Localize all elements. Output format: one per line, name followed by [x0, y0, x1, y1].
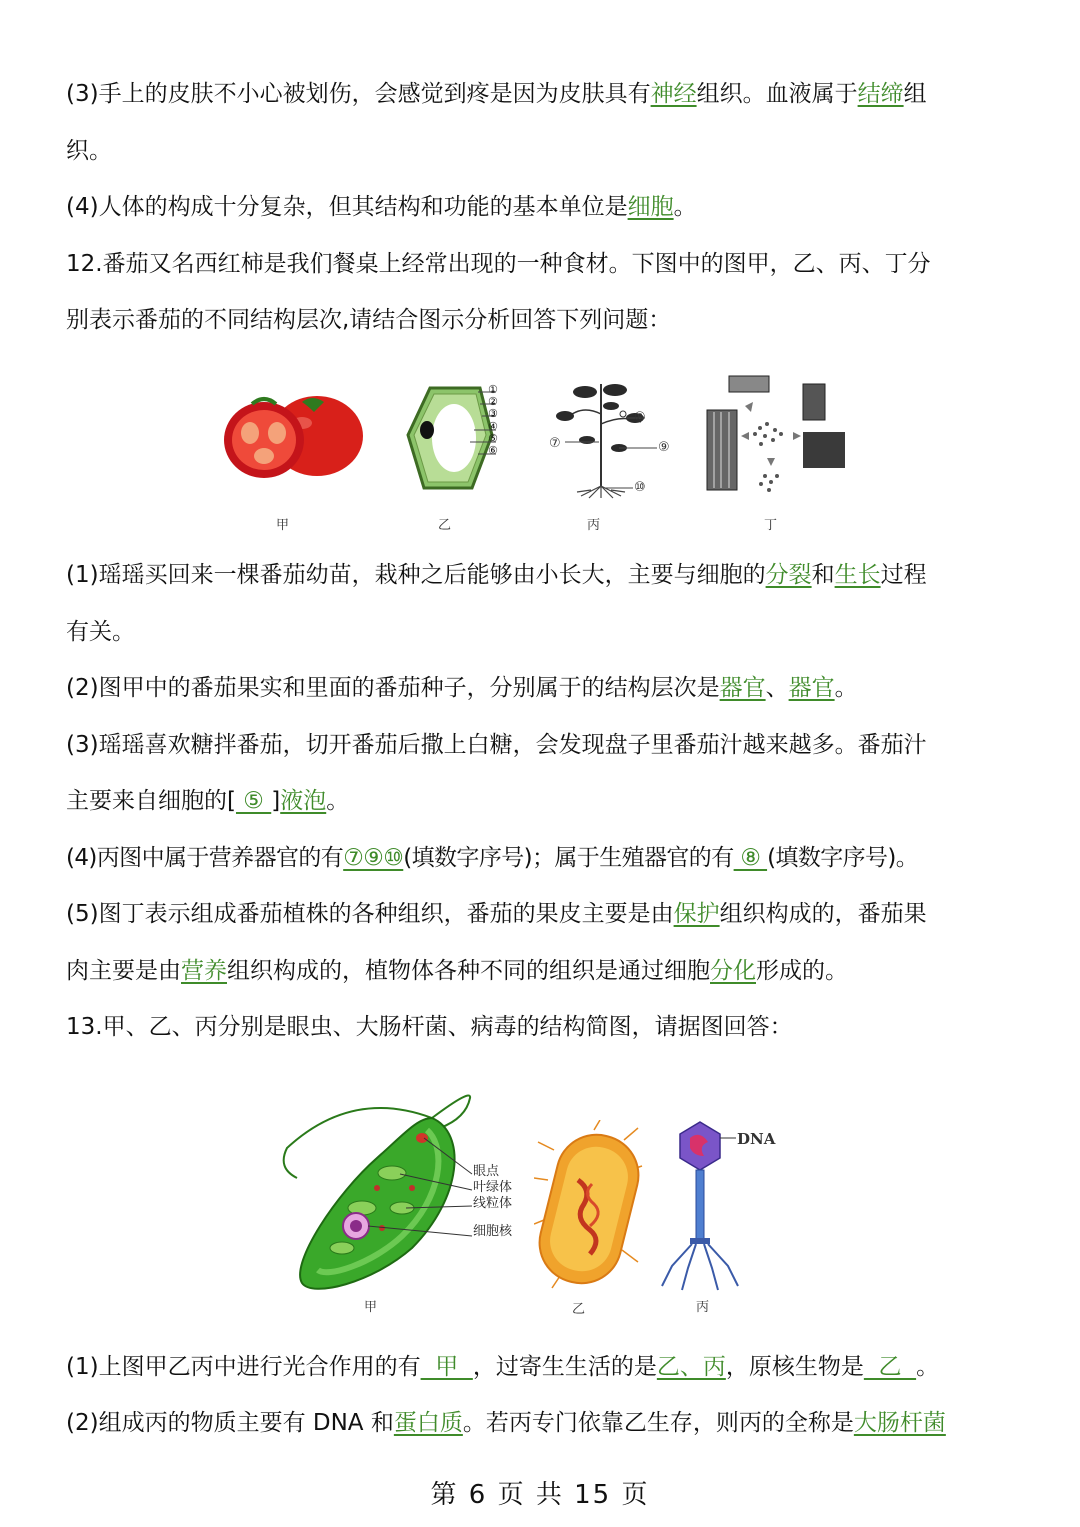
tissues-figure: [705, 372, 850, 497]
dna-label: DNA: [737, 1130, 776, 1148]
label-mitochondria: 线粒体: [473, 1196, 513, 1211]
answer-organ-2: 器官: [788, 675, 835, 701]
answer-organ-1: 器官: [719, 675, 766, 701]
q12-stem-line2: 别表示番茄的不同结构层次,请结合图示分析回答下列问题：: [66, 307, 672, 333]
fig-label-bing: 丙: [587, 518, 601, 533]
fig13-label-bing: 丙: [696, 1300, 710, 1315]
q13-stem: 13.甲、乙、丙分别是眼虫、大肠杆菌、病毒的结构简图，请据图回答：: [66, 1014, 793, 1040]
plant-number-8: ⑧: [634, 410, 646, 425]
q12-stem-line1: 12.番茄又名西红柿是我们餐桌上经常出现的一种食材。下图中的图甲，乙、丙、丁分: [66, 251, 931, 277]
ecoli-figure: [534, 1120, 644, 1295]
plant-number-7: ⑦: [549, 436, 561, 451]
q12-part3-line1: (3)瑶瑶喜欢糖拌番茄，切开番茄后撒上白糖，会发现盘子里番茄汁越来越多。番茄汁: [66, 732, 927, 758]
q13-part1: (1)上图甲乙丙中进行光合作用的有 甲 ，过寄生生活的是乙、丙，原核生物是 乙 。: [66, 1354, 940, 1380]
answer-connective: 结缔: [857, 81, 904, 107]
fig-label-jia: 甲: [276, 518, 290, 533]
label-chloroplast: 叶绿体: [473, 1180, 513, 1195]
answer-vegetative-organs: ⑦⑨⑩: [343, 845, 404, 871]
fig13-label-yi: 乙: [572, 1302, 586, 1317]
answer-protein: 蛋白质: [393, 1410, 463, 1436]
q12-part2: (2)图甲中的番茄果实和里面的番茄种子，分别属于的结构层次是器官、器官。: [66, 675, 858, 701]
answer-parasitic: 乙、丙: [656, 1354, 726, 1380]
answer-nerve: 神经: [650, 81, 697, 107]
q12-part5-line2: 肉主要是由营养组织构成的，植物体各种不同的组织是通过细胞分化形成的。: [66, 958, 848, 984]
q12-part4: (4)丙图中属于营养器官的有⑦⑨⑩(填数字序号)；属于生殖器官的有 ⑧ (填数字序号)。: [66, 845, 919, 871]
plant-number-9: ⑨: [658, 440, 670, 455]
fig-label-ding: 丁: [764, 518, 778, 533]
answer-differentiation: 分化: [710, 958, 756, 984]
fig13-label-jia: 甲: [364, 1300, 378, 1315]
q11-part4: (4)人体的构成十分复杂，但其结构和功能的基本单位是细胞。: [66, 194, 697, 220]
answer-number-5: ⑤: [235, 788, 272, 814]
answer-protective: 保护: [673, 901, 720, 927]
page-footer: 第 6 页 共 15 页: [430, 1480, 650, 1510]
answer-ecoli-phage: 大肠杆菌: [853, 1410, 946, 1436]
answer-growth: 生长: [834, 562, 881, 588]
q12-part3-line2: 主要来自细胞的[ ⑤ ]液泡。: [66, 788, 350, 814]
q13-part2: (2)组成丙的物质主要有 DNA 和蛋白质。若丙专门依靠乙生存，则丙的全称是大肠杆菌: [66, 1410, 946, 1436]
q12-part5-line1: (5)图丁表示组成番茄植株的各种组织，番茄的果皮主要是由保护组织构成的，番茄果: [66, 901, 927, 927]
q11-part3-line2: 织。: [66, 138, 112, 164]
answer-reproductive-organ: ⑧: [733, 845, 768, 871]
cell-number-list: ① ② ③ ④ ⑤ ⑥: [488, 383, 498, 458]
q11-part3-line1: (3)手上的皮肤不小心被划伤，会感觉到疼是因为皮肤具有神经组织。血液属于结缔组: [66, 81, 927, 107]
q12-part1-line1: (1)瑶瑶买回来一棵番茄幼苗，栽种之后能够由小长大，主要与细胞的分裂和生长过程: [66, 562, 927, 588]
label-nucleus: 细胞核: [473, 1224, 513, 1239]
label-eyespot: 眼点: [473, 1164, 500, 1179]
fig-label-yi: 乙: [438, 518, 452, 533]
answer-photosynthesis: 甲: [420, 1354, 473, 1380]
answer-nutritive: 营养: [181, 958, 227, 984]
phage-figure: [650, 1118, 750, 1293]
answer-division: 分裂: [765, 562, 812, 588]
plant-number-10: ⑩: [634, 480, 646, 495]
answer-prokaryote: 乙: [863, 1354, 917, 1380]
tomato-figure: [222, 388, 367, 483]
answer-cell: 细胞: [627, 194, 674, 220]
q12-part1-line2: 有关。: [66, 619, 135, 645]
answer-vacuole: 液泡: [280, 788, 327, 814]
euglena-label-list: [473, 1164, 512, 1240]
